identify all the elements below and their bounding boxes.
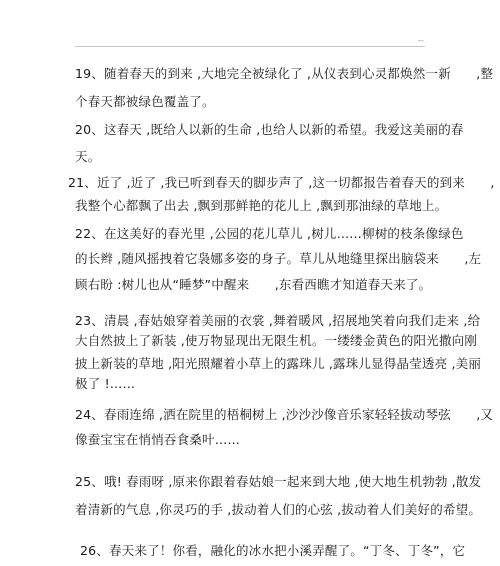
paragraph-line: 22、在这美好的春光里 ,公园的花儿草儿 ,树儿……柳树的枝条像绿色 — [75, 226, 464, 241]
paragraph-line: 极了 !…… — [75, 376, 136, 391]
paragraph-line: 26、春天来了！你看，融化的冰水把小溪弄醒了。“丁冬、丁冬”，它 — [80, 543, 466, 558]
paragraph-line: 顾右盼 :树儿也从“睡梦”中醒来 ,东看西瞧才知道春天来了。 — [75, 277, 432, 292]
paragraph-line: 24、春雨连绵 ,洒在院里的梧桐树上 ,沙沙沙像音乐家轻轻拔动琴弦 ,又 — [75, 407, 494, 422]
header-mark: -- — [418, 36, 424, 45]
paragraph-line: 19、随着春天的到来 ,大地完全被绿化了 ,从仪表到心灵都焕然一新 ,整 — [75, 66, 494, 81]
paragraph-line: 大自然披上了新装 ,使万物显现出无限生机。一缕缕金黄色的阳光撒向刚 — [75, 333, 478, 348]
paragraph-line: 着清新的气息 ,你灵巧的手 ,拔动着人们的心弦 ,拔动着人们美好的希望。 — [75, 502, 482, 517]
paragraph-line: 23、清晨 ,春姑娘穿着美丽的衣裳 ,舞着暖风 ,招展地笑着向我们走来 ,给 — [75, 313, 481, 328]
paragraph-line: 我整个心都飘了出去 ,飘到那鲜艳的花儿上 ,飘到那油绿的草地上。 — [75, 198, 448, 213]
paragraph-line: 个春天都被绿色覆盖了。 — [75, 94, 215, 109]
header-rule — [75, 46, 425, 47]
paragraph-line: 天。 — [75, 149, 101, 164]
paragraph-line: 的长辫 ,随风摇拽着它袅娜多姿的身子。草儿从地缝里探出脑袋来 ,左 — [75, 251, 482, 266]
paragraph-line: 21、近了 ,近了 ,我已听到春天的脚步声了 ,这一切都报告着春天的到来 , — [68, 175, 495, 190]
paragraph-line: 像蚕宝宝在悄悄吞食桑叶…… — [75, 432, 241, 447]
paragraph-line: 披上新装的草地 ,阳光照耀着小草上的露珠儿 ,露珠儿显得晶莹透亮 ,美丽 — [75, 356, 482, 371]
paragraph-line: 25、哦! 春雨呀 ,原来你跟着春姑娘一起来到大地 ,使大地生机勃勃 ,散发 — [75, 474, 482, 489]
paragraph-line: 20、这春天 ,既给人以新的生命 ,也给人以新的希望。我爱这美丽的春 — [75, 122, 464, 137]
